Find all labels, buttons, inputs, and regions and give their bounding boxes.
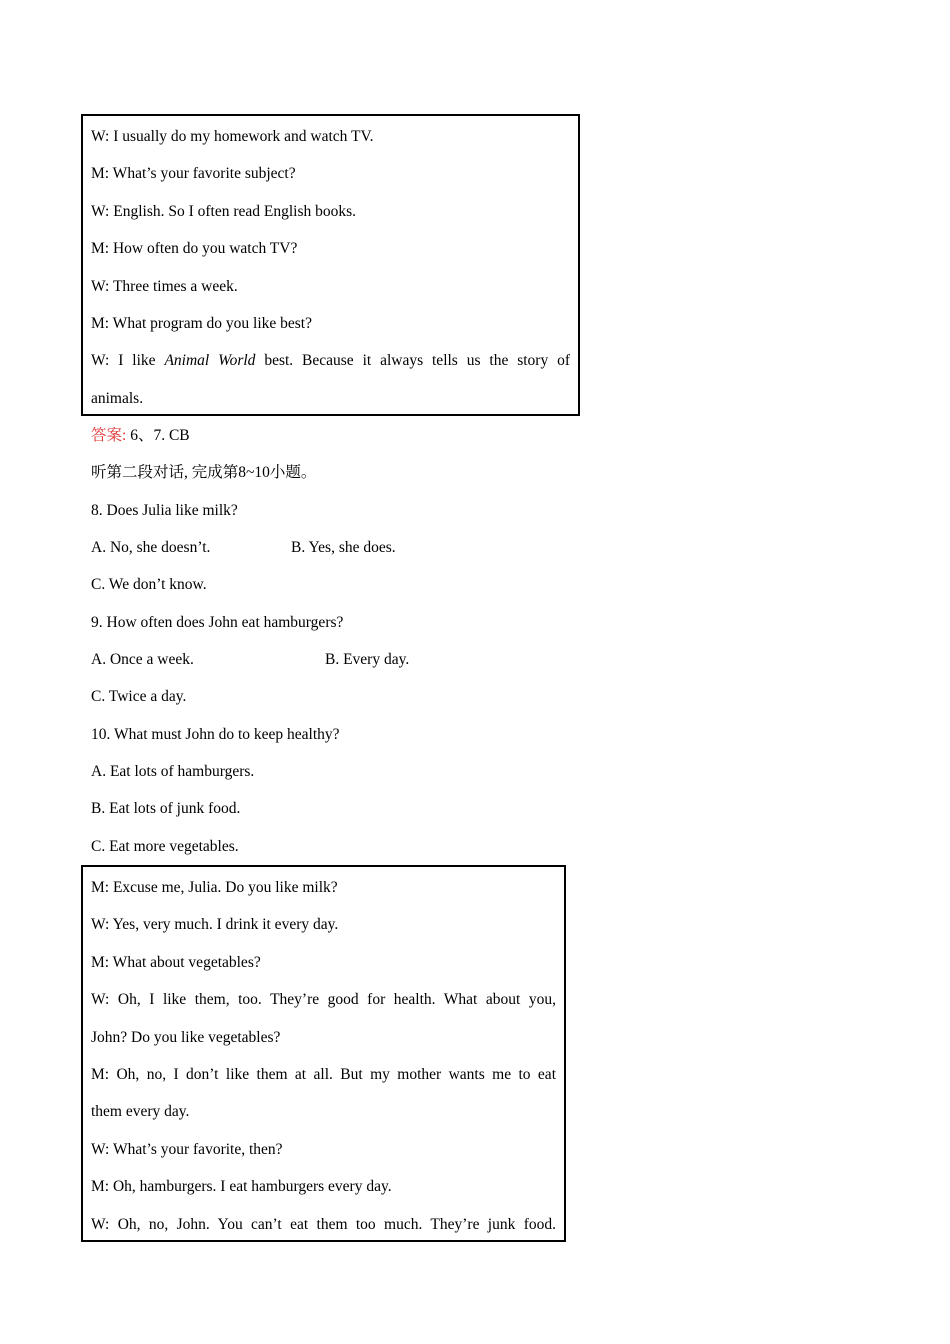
dialog2-line-4: W: Oh, I like them, too. They’re good for health. What about you,: [91, 991, 556, 1009]
question-10-option-a: A. Eat lots of hamburgers.: [91, 763, 255, 780]
dialog2-line-6: M: Oh, no, I don’t like them at all. But my mother wants me to eat: [91, 1065, 556, 1083]
dialog2-line-9: M: Oh, hamburgers. I eat hamburgers every day.: [91, 1178, 392, 1196]
question-8-option-a: A. No, she doesn’t.: [91, 539, 211, 556]
dialog2-line-1: M: Excuse me, Julia. Do you like milk?: [91, 879, 338, 896]
question-8-option-b: B. Yes, she does.: [291, 539, 396, 556]
question-10: 10. What must John do to keep healthy?: [91, 726, 340, 743]
section-intro: 听第二段对话, 完成第8~10小题。: [91, 464, 317, 481]
question-9-option-b: B. Every day.: [325, 651, 410, 668]
dialog1-line-4: M: How often do you watch TV?: [91, 240, 298, 258]
dialog-transcript-1: [81, 114, 580, 416]
dialog2-line-8: W: What’s your favorite, then?: [91, 1140, 283, 1158]
dialog2-line-10: W: Oh, no, John. You can’t eat them too much. They’re junk food.: [91, 1215, 556, 1233]
question-9-option-a: A. Once a week.: [91, 651, 194, 668]
dialog2-line-3: M: What about vegetables?: [91, 953, 261, 971]
dialog1-line-7-suffix: best. Because it always tells us the story of: [255, 352, 571, 370]
answer-value: 6、7. CB: [126, 427, 190, 444]
question-9-options-ab: [91, 641, 491, 678]
dialog1-line-6: M: What program do you like best?: [91, 314, 312, 332]
question-8-option-c: C. We don’t know.: [91, 576, 207, 593]
answer-label: 答案:: [91, 427, 127, 444]
program-title: Animal World: [164, 352, 256, 370]
question-8: 8. Does Julia like milk?: [91, 502, 238, 519]
dialog1-line-3: W: English. So I often read English books.: [91, 202, 357, 220]
question-10-option-b: B. Eat lots of junk food.: [91, 800, 241, 817]
dialog-transcript-2: [81, 865, 566, 1242]
dialog1-line-7: [91, 342, 570, 379]
question-9-option-c: C. Twice a day.: [91, 688, 187, 705]
dialog1-line-1: W: I usually do my homework and watch TV.: [91, 128, 374, 145]
dialog2-line-5: John? Do you like vegetables?: [91, 1028, 281, 1046]
question-10-option-c: C. Eat more vegetables.: [91, 838, 239, 855]
question-9: 9. How often does John eat hamburgers?: [91, 614, 344, 631]
answer-line: [91, 417, 190, 454]
dialog1-line-7-prefix: W: I like: [91, 352, 165, 370]
dialog1-line-8: animals.: [91, 389, 144, 407]
dialog1-line-5: W: Three times a week.: [91, 277, 238, 295]
dialog2-line-2: W: Yes, very much. I drink it every day.: [91, 916, 339, 934]
dialog2-line-7: them every day.: [91, 1103, 190, 1121]
dialog1-line-2: M: What’s your favorite subject?: [91, 165, 296, 183]
question-8-options-ab: [91, 529, 491, 566]
